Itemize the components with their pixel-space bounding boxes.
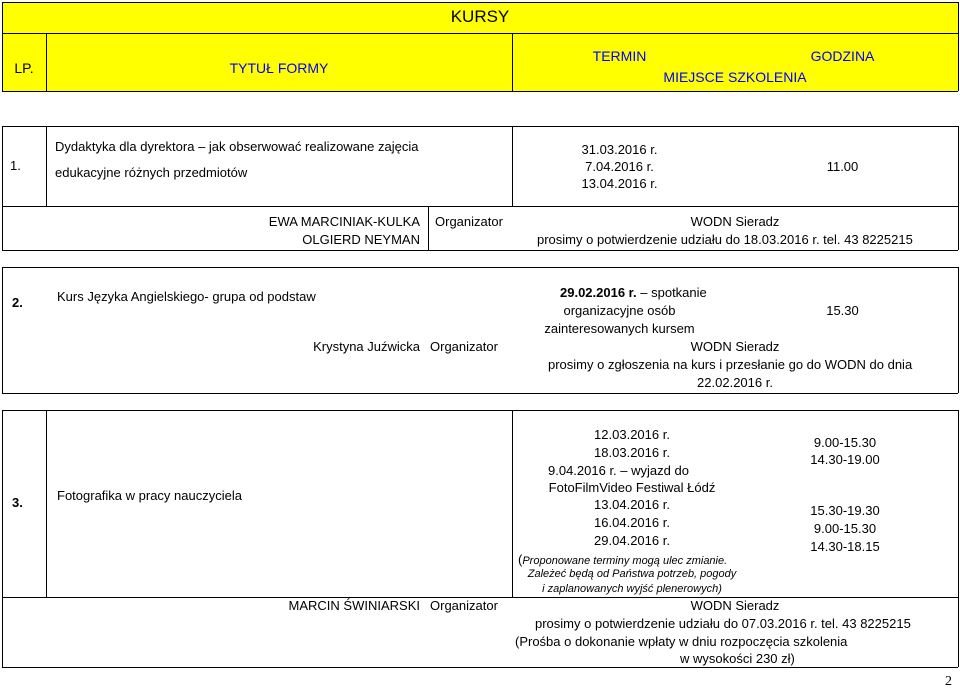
course-2-note-line-1: prosimy o zgłoszenia na kurs i przesłanie go do WODN do dnia	[548, 357, 913, 372]
header-lp: LP.	[14, 60, 34, 76]
course-1-lp: 1.	[10, 158, 21, 173]
course-1-organizer-name-2: OLGIERD NEYMAN	[302, 232, 420, 247]
course-3-dates-note-line-1	[518, 552, 727, 568]
course-3-date-6: 29.04.2016 r.	[594, 533, 670, 548]
course-3-date-3-line	[548, 463, 689, 479]
course-3-dates-note-1: Proponowane terminy mogą ulec zmianie.	[522, 555, 728, 567]
course-2-date-line-2: organizacyjne osób	[563, 303, 676, 318]
course-2-date: 29.02.2016 r.	[560, 285, 637, 300]
course-1-hour: 11.00	[826, 159, 859, 174]
course-3-lp: 3.	[12, 495, 23, 510]
course-3-date-3-suffix: – wyjazd do	[620, 463, 689, 478]
course-2-organizer-name: Krystyna Juźwicka	[313, 339, 420, 354]
course-1-organizer-name-1: EWA MARCINIAK-KULKA	[268, 214, 420, 229]
course-3-hour-5: 14.30-18.15	[810, 539, 880, 554]
course-1-title-line-1: Dydaktyka dla dyrektora – jak obserwować realizowane zajęcia	[55, 139, 419, 154]
course-3-organizer-name: MARCIN ŚWINIARSKI	[288, 598, 420, 613]
course-3-date-1: 12.03.2016 r.	[594, 427, 670, 442]
header-termin: TERMIN	[592, 48, 647, 64]
course-3-organizer-label: Organizator	[430, 598, 498, 613]
course-3-dates-note-paren: (	[518, 552, 523, 567]
course-3-festival: FotoFilmVideo Festiwal Łódź	[548, 480, 716, 495]
course-1-place: WODN Sieradz	[690, 214, 780, 229]
course-1-organizer-label: Organizator	[435, 214, 503, 229]
course-1-date-3: 13.04.2016 r.	[581, 176, 658, 191]
header-miejsce: MIEJSCE SZKOLENIA	[663, 69, 807, 85]
course-1-date-1: 31.03.2016 r.	[581, 142, 658, 157]
course-3-title: Fotografika w pracy nauczyciela	[57, 488, 242, 503]
course-2-lp: 2.	[12, 295, 23, 310]
course-3-date-4: 13.04.2016 r.	[594, 497, 670, 512]
course-3-note-line-2: (Prośba o dokonanie wpłaty w dniu rozpoczęcia szkolenia	[515, 634, 848, 649]
course-2-date-line-3: zainteresowanych kursem	[544, 321, 695, 336]
course-2-title: Kurs Języka Angielskiego- grupa od podstaw	[57, 289, 316, 304]
course-3-note-line-1: prosimy o potwierdzenie udziału do 07.03.2016 r. tel. 43 8225215	[535, 616, 911, 631]
course-3-dates-note-3: i zaplanowanych wyjść plenerowych)	[542, 583, 722, 595]
course-3-hour-2: 14.30-19.00	[810, 452, 880, 467]
page-title: KURSY	[450, 7, 510, 26]
course-2-note-line-2: 22.02.2016 r.	[697, 375, 773, 390]
course-2-organizer-label: Organizator	[430, 339, 498, 354]
course-3-dates-note-2: Zależeć będą od Państwa potrzeb, pogody	[527, 568, 737, 580]
course-3-hour-4: 9.00-15.30	[813, 521, 877, 536]
page-number: 2	[945, 674, 952, 689]
course-3-date-3: 9.04.2016 r.	[548, 463, 617, 478]
course-3-place: WODN Sieradz	[690, 598, 780, 613]
course-1-note: prosimy o potwierdzenie udziału do 18.03.2016 r. tel. 43 8225215	[537, 232, 913, 247]
course-3-note-line-3: w wysokości 230 zł)	[680, 651, 795, 666]
course-3-hour-1: 9.00-15.30	[813, 435, 877, 450]
course-2-date-suffix: – spotkanie	[640, 285, 707, 300]
course-1-date-2: 7.04.2016 r.	[585, 159, 654, 174]
course-2-place: WODN Sieradz	[690, 339, 780, 354]
header-title-col: TYTUŁ FORMY	[229, 60, 329, 76]
course-3-date-2: 18.03.2016 r.	[594, 445, 670, 460]
course-2-hour: 15.30	[826, 303, 859, 318]
course-3-hour-3: 15.30-19.30	[810, 503, 880, 518]
course-3-date-5: 16.04.2016 r.	[594, 515, 670, 530]
course-2-date-main	[560, 285, 707, 301]
course-1-title-line-2: edukacyjne różnych przedmiotów	[55, 165, 248, 180]
header-godzina: GODZINA	[810, 48, 875, 64]
